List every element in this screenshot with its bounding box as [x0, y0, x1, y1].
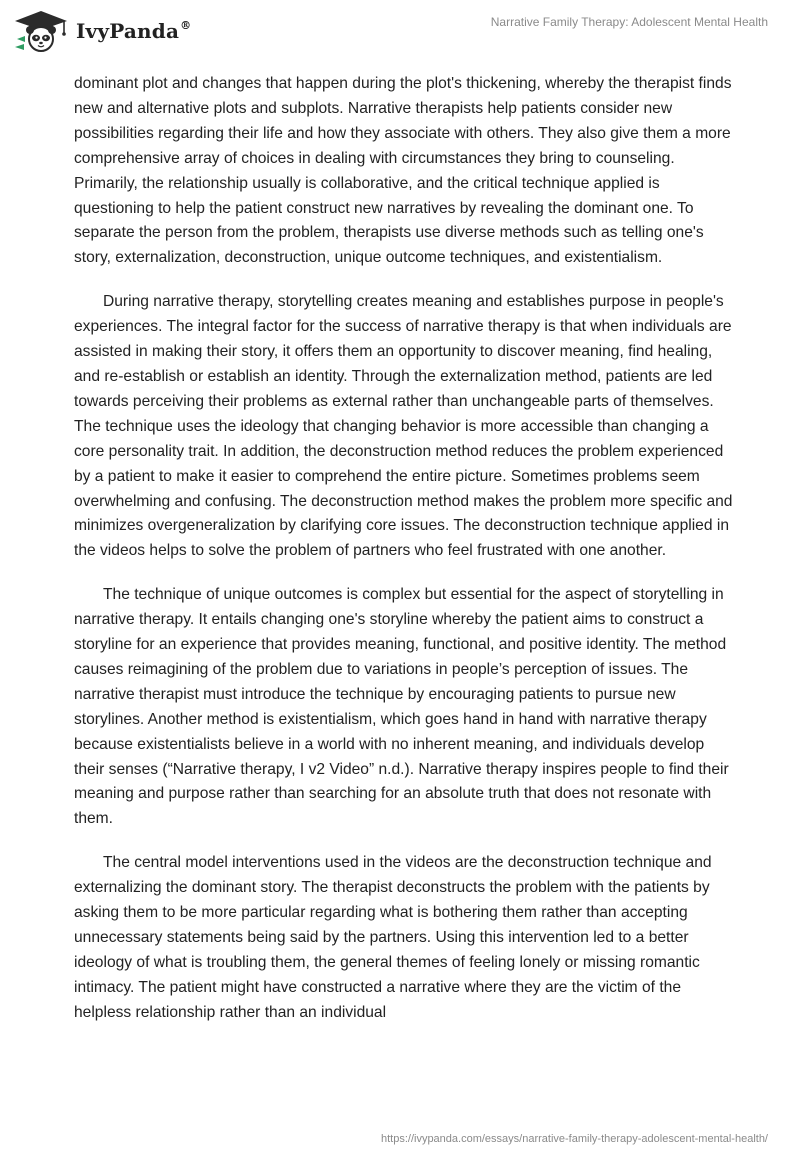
panda-graduate-logo-icon	[12, 9, 70, 53]
paragraph-2: During narrative therapy, storytelling creates meaning and establishes purpose in people's experiences. The integral factor for the success of narrative therapy is that when individuals are assisted in making their story, it offers them an opportunity to discover meaning, find healing, and re-establish or establish an identity. Through the externalization method, patients are led towards perceiving their problems as external rather than unchangeable parts of themselves. The technique uses the ideology that changing behavior is more accessible than changing a core personality trait. In addition, the deconstruction method reduces the problem experienced by a patient to make it easier to comprehend the entire picture. Sometimes problems seem overwhelming and confusing. The deconstruction method makes the problem more specific and minimizes overgeneralization by clarifying core issues. The deconstruction technique applied in the videos helps to solve the problem of partners who feel frustrated with one another.	[74, 293, 733, 560]
paragraph-3: The technique of unique outcomes is complex but essential for the aspect of storytelling in narrative therapy. It entails changing one's storyline whereby the patient aims to construct a storyline for an experience that provides meaning, functional, and positive identity. The method causes reimagining of the problem due to variations in people’s perception of issues. The narrative therapist must introduce the technique by encouraging patients to pursue new storylines. Another method is existentialism, which goes hand in hand with narrative therapy because existentialists believe in a world with no inherent meaning, and individuals develop their senses (“Narrative therapy, I v2 Video” n.d.). Narrative therapy inspires people to find their meaning and purpose rather than searching for an absolute truth that does not resonate with them.	[74, 586, 729, 828]
paragraph-1: dominant plot and changes that happen during the plot's thickening, whereby the therapist finds new and alternative plots and subplots. Narrative therapists help patients consider new possibilities regarding their life and how they associate with others. They also give them a more comprehensive array of choices in dealing with circumstances they bring to counseling. Primarily, the relationship usually is collaborative, and the critical technique applied is questioning to help the patient construct new narratives by revealing the dominant one. To separate the person from the problem, therapists use diverse methods such as telling one's story, externalization, deconstruction, unique outcome techniques, and existentialism.	[74, 75, 732, 267]
registered-mark: ®	[180, 19, 192, 32]
brand-name	[76, 19, 191, 43]
document-title: Narrative Family Therapy: Adolescent Mental Health	[490, 15, 768, 29]
page-header	[0, 0, 800, 60]
essay-body	[74, 72, 734, 1045]
brand-name-text: IvyPanda	[76, 19, 180, 43]
paragraph-4: The central model interventions used in the videos are the deconstruction technique and externalizing the dominant story. The therapist deconstructs the problem with the patients by asking them to be more particular regarding what is bothering them rather than accepting unnecessary statements being said by the partners. Using this intervention led to a better ideology of what is troubling them, the general themes of feeling lonely or missing romantic intimacy. The patient might have constructed a narrative where they are the victim of the helpless relationship rather than an individual	[74, 854, 712, 1021]
source-url[interactable]: https://ivypanda.com/essays/narrative-family-therapy-adolescent-mental-health/	[380, 1133, 768, 1145]
brand-logo[interactable]	[12, 9, 191, 53]
